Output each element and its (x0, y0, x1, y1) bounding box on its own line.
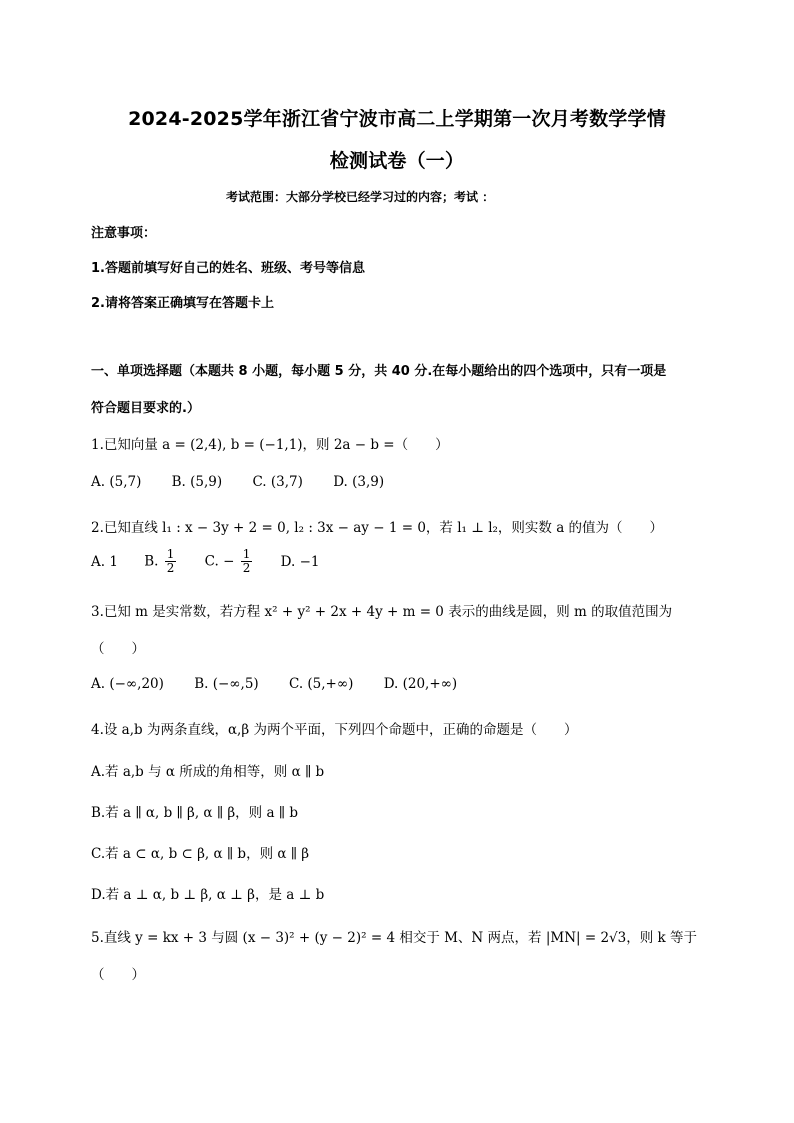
exam-title-line2: 检测试卷（一） (329, 150, 465, 172)
question-3-option-d: D. (20,+∞) (383, 676, 458, 692)
question-3-options (91, 676, 483, 692)
notice-item-2: 2.请将答案正确填写在答题卡上 (91, 296, 274, 311)
fraction-one-half (165, 548, 177, 575)
question-1-option-d: D. (3,9) (333, 474, 385, 490)
question-2-option-d: D. −1 (280, 553, 320, 570)
question-5-stem: 5.直线 y = kx + 3 与圆 (x − 3)² + (y − 2)² = 4 相交于 M、N 两点，若 |MN| = 2√3，则 k 等于 (91, 930, 697, 946)
question-3-option-a: A. (−∞,20) (91, 676, 164, 692)
exam-scope: 考试范围：大部分学校已经学习过的内容；考试 ： (226, 190, 495, 204)
question-4-option-b: B.若 a ∥ α, b ∥ β, α ∥ β，则 a ∥ b (91, 805, 298, 821)
question-3-paren: （ ） (91, 641, 145, 657)
question-3-stem: 3.已知 m 是实常数，若方程 x² + y² + 2x + 4y + m = 0 表示的曲线是圆，则 m 的取值范围为 (91, 604, 673, 620)
question-3-option-b: B. (−∞,5) (194, 676, 259, 692)
question-3-option-c: C. (5,+∞) (288, 676, 354, 692)
question-2-option-a: A. 1 (91, 553, 118, 570)
question-4-option-c: C.若 a ⊂ α, b ⊂ β, α ∥ b，则 α ∥ β (91, 846, 310, 862)
exam-title-line1: 2024-2025学年浙江省宁波市高二上学期第一次月考数学学情 (128, 108, 666, 130)
option-c-label: C. − (204, 553, 235, 570)
fraction-denominator: 2 (242, 561, 251, 575)
question-5-paren: （ ） (91, 967, 145, 983)
question-1-option-a: A. (5,7) (91, 474, 142, 490)
fraction-one-half (241, 548, 253, 575)
question-1-option-c: C. (3,7) (252, 474, 303, 490)
section-heading-line1: 一、单项选择题（本题共 8 小题，每小题 5 分，共 40 分.在每小题给出的四个选项中，只有一项是 (91, 364, 667, 379)
section-heading-line2: 符合题目要求的.） (91, 401, 200, 416)
question-1-options (91, 474, 410, 490)
question-2-stem: 2.已知直线 l₁ : x − 3y + 2 = 0, l₂ : 3x − ay − 1 = 0，若 l₁ ⊥ l₂，则实数 a 的值为（ ） (91, 520, 664, 536)
question-4-option-a: A.若 a,b 与 α 所成的角相等，则 α ∥ b (91, 764, 325, 780)
question-2-options (91, 548, 319, 575)
fraction-numerator: 1 (242, 547, 251, 561)
question-1-option-b: B. (5,9) (171, 474, 223, 490)
notice-heading: 注意事项： (91, 226, 157, 241)
question-1-stem: 1.已知向量 a = (2,4), b = (−1,1)，则 2a − b =（ ） (91, 437, 449, 453)
question-4-stem: 4.设 a,b 为两条直线，α,β 为两个平面，下列四个命题中，正确的命题是（ ） (91, 722, 578, 738)
notice-item-1: 1.答题前填写好自己的姓名、班级、考号等信息 (91, 261, 365, 276)
fraction-numerator: 1 (166, 547, 175, 561)
question-2-option-b (144, 548, 178, 575)
question-2-option-c (205, 548, 255, 575)
fraction-denominator: 2 (166, 561, 175, 575)
question-4-option-d: D.若 a ⊥ α, b ⊥ β, α ⊥ β，是 a ⊥ b (91, 887, 325, 903)
option-b-label: B. (144, 553, 159, 570)
